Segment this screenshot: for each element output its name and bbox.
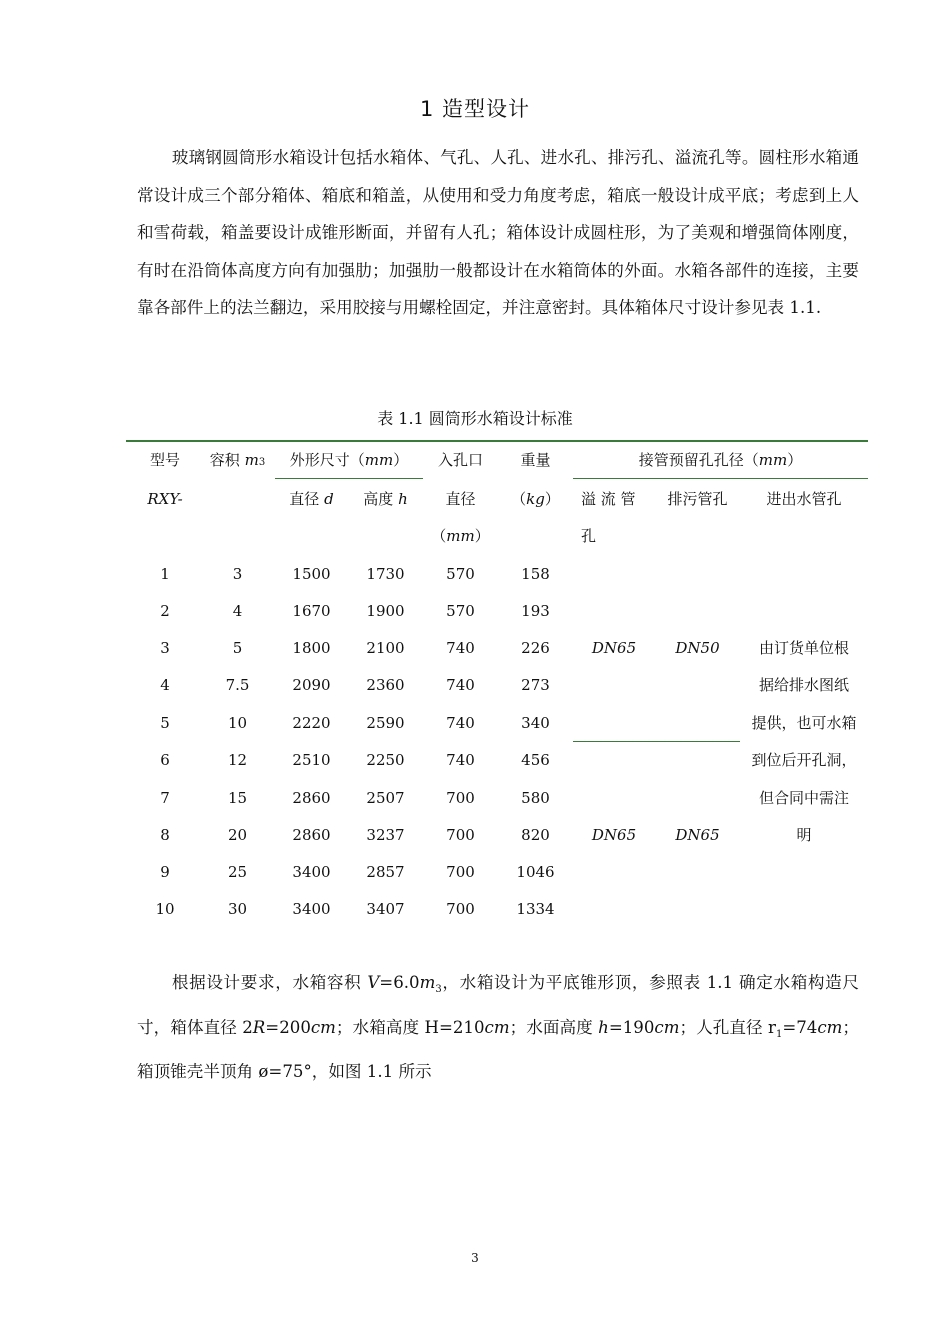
- header-drain: 排污管孔: [667, 490, 728, 508]
- table-cell-model: 7: [160, 789, 170, 807]
- table-cell-model: 5: [160, 714, 170, 732]
- table-cell-height: 1900: [366, 602, 405, 620]
- table-cell-model: 2: [160, 602, 170, 620]
- drain-size-group1: DN50: [675, 639, 720, 657]
- table-cell-volume: 25: [227, 863, 248, 881]
- intro-paragraph: 玻璃钢圆筒形水箱设计包括水箱体、气孔、人孔、进水孔、排污孔、溢流孔等。圆柱形水箱通常设计成三个部分箱体、箱底和箱盖，从使用和受力角度考虑，箱底一般设计成平底；考虑到上人和雪荷载，箱盖要设计成锥形断面，并留有人孔；箱体设计成圆柱形，为了美观和增强筒体刚度，有时在沿筒体高度方向有加强肋；加强肋一般都设计在水箱筒体的外面。水箱各部件的连接，主要靠各部件上的法兰翻边，采用胶接与用螺栓固定，并注意密封。具体箱体尺寸设计参见表 1.1.: [137, 148, 859, 317]
- table-cell-model: 10: [155, 900, 175, 918]
- table-cell-weight: 1334: [516, 900, 555, 918]
- table-cell-weight: 158: [521, 565, 550, 583]
- overflow-size-group2: DN65: [591, 826, 637, 844]
- table-cell-weight: 1046: [516, 863, 555, 881]
- header-weight: 重量: [520, 451, 551, 469]
- table-cell-manhole: 700: [446, 789, 475, 807]
- table-cell-manhole: 740: [446, 676, 475, 694]
- table-cell-model: 9: [160, 863, 170, 881]
- header-volume: 容积 m3: [209, 451, 266, 469]
- table-cell-volume: 20: [227, 826, 248, 844]
- table-cell-volume: 7.5: [225, 676, 250, 694]
- inout-note-line: 由订货单位根: [758, 639, 849, 657]
- table-cell-manhole: 570: [446, 565, 475, 583]
- table-cell-diameter: 2860: [292, 789, 331, 807]
- table-cell-model: 1: [160, 565, 170, 583]
- table-cell-manhole: 740: [446, 714, 475, 732]
- table-cell-weight: 193: [521, 602, 550, 620]
- inout-note-line: 提供，也可水箱: [751, 714, 857, 732]
- header-height: 高度 h: [363, 490, 408, 508]
- header-pipe-group: 接管预留孔孔径（mm）: [638, 451, 803, 469]
- header-overflow-cont: 孔: [581, 527, 597, 545]
- inout-note-line: 明: [796, 826, 812, 844]
- pipe-group-underline: [573, 478, 868, 479]
- header-inout: 进出水管孔: [766, 490, 842, 508]
- table-cell-model: 4: [160, 676, 170, 694]
- table-cell-diameter: 2220: [292, 714, 331, 732]
- table-cell-weight: 273: [521, 676, 550, 694]
- page-number: 3: [471, 1251, 479, 1265]
- table-cell-volume: 3: [232, 565, 243, 583]
- table-cell-height: 3407: [366, 900, 405, 918]
- header-manhole: 入孔口: [437, 451, 483, 469]
- table-cell-diameter: 3400: [292, 900, 331, 918]
- inout-note-line: 到位后开孔洞，: [751, 751, 857, 769]
- table-cell-model: 6: [160, 751, 170, 769]
- table-cell-weight: 456: [521, 751, 550, 769]
- table-cell-diameter: 1800: [292, 639, 331, 657]
- table-cell-volume: 10: [227, 714, 248, 732]
- table-cell-manhole: 700: [446, 826, 475, 844]
- table-cell-volume: 15: [227, 789, 248, 807]
- table-cell-height: 2507: [366, 789, 405, 807]
- header-overflow: 溢 流 管: [581, 490, 636, 508]
- table-cell-manhole: 740: [446, 751, 475, 769]
- table-cell-weight: 820: [521, 826, 550, 844]
- table-cell-diameter: 2510: [292, 751, 331, 769]
- table-cell-manhole: 700: [446, 863, 475, 881]
- table-cell-volume: 4: [232, 602, 243, 620]
- table-cell-volume: 5: [232, 639, 243, 657]
- overflow-size-group1: DN65: [591, 639, 637, 657]
- table-cell-diameter: 2090: [292, 676, 331, 694]
- table-cell-height: 1730: [366, 565, 405, 583]
- table-cell-diameter: 2860: [292, 826, 331, 844]
- table-cell-diameter: 3400: [292, 863, 331, 881]
- table-cell-height: 2590: [366, 714, 405, 732]
- table-cell-height: 2100: [366, 639, 405, 657]
- table-cell-manhole: 700: [446, 900, 475, 918]
- header-diameter: 直径 d: [289, 490, 334, 508]
- table-cell-diameter: 1670: [292, 602, 331, 620]
- header-model-series: RXY-: [147, 490, 183, 508]
- table-cell-height: 2360: [366, 676, 405, 694]
- table-cell-weight: 580: [521, 789, 550, 807]
- table-cell-volume: 30: [227, 900, 248, 918]
- header-model: 型号: [149, 451, 180, 469]
- table-cell-height: 3237: [366, 826, 405, 844]
- header-outer-dims: 外形尺寸（mm）: [289, 451, 409, 469]
- header-weight-unit: （kg）: [511, 490, 560, 508]
- header-manhole-diameter: 直径: [445, 490, 476, 508]
- table-cell-manhole: 570: [446, 602, 475, 620]
- header-manhole-unit: （mm）: [431, 527, 490, 545]
- table-cell-model: 8: [160, 826, 170, 844]
- table-cell-model: 3: [160, 639, 170, 657]
- inout-note-line: 但合同中需注: [758, 789, 849, 807]
- table-cell-height: 2250: [366, 751, 405, 769]
- table-cell-volume: 12: [227, 751, 248, 769]
- drain-size-group2: DN65: [675, 826, 720, 844]
- table-cell-manhole: 740: [446, 639, 475, 657]
- table-cell-height: 2857: [366, 863, 405, 881]
- table-cell-weight: 226: [521, 639, 550, 657]
- design-paragraph: 根据设计要求，水箱容积 $V=6.0m_3$，水箱设计为平底锥形顶，参照表 1.1 确定水箱构造尺寸，箱体直径 2R=200cm；水箱高度 H=210cm；水面高度 h=190cm；人孔直径 $r_1=74cm$；箱顶锥壳半顶角 ø=75°，如图 1.1 所示: [137, 973, 859, 1081]
- table-caption: 表 1.1 圆筒形水箱设计标准: [377, 409, 573, 428]
- table-cell-weight: 340: [521, 714, 550, 732]
- table-cell-diameter: 1500: [292, 565, 331, 583]
- section-heading: 1 造型设计: [419, 97, 531, 121]
- inout-note-line: 据给排水图纸: [758, 676, 849, 694]
- pipe-group-divider: [573, 741, 740, 742]
- outer-dims-underline: [275, 478, 423, 479]
